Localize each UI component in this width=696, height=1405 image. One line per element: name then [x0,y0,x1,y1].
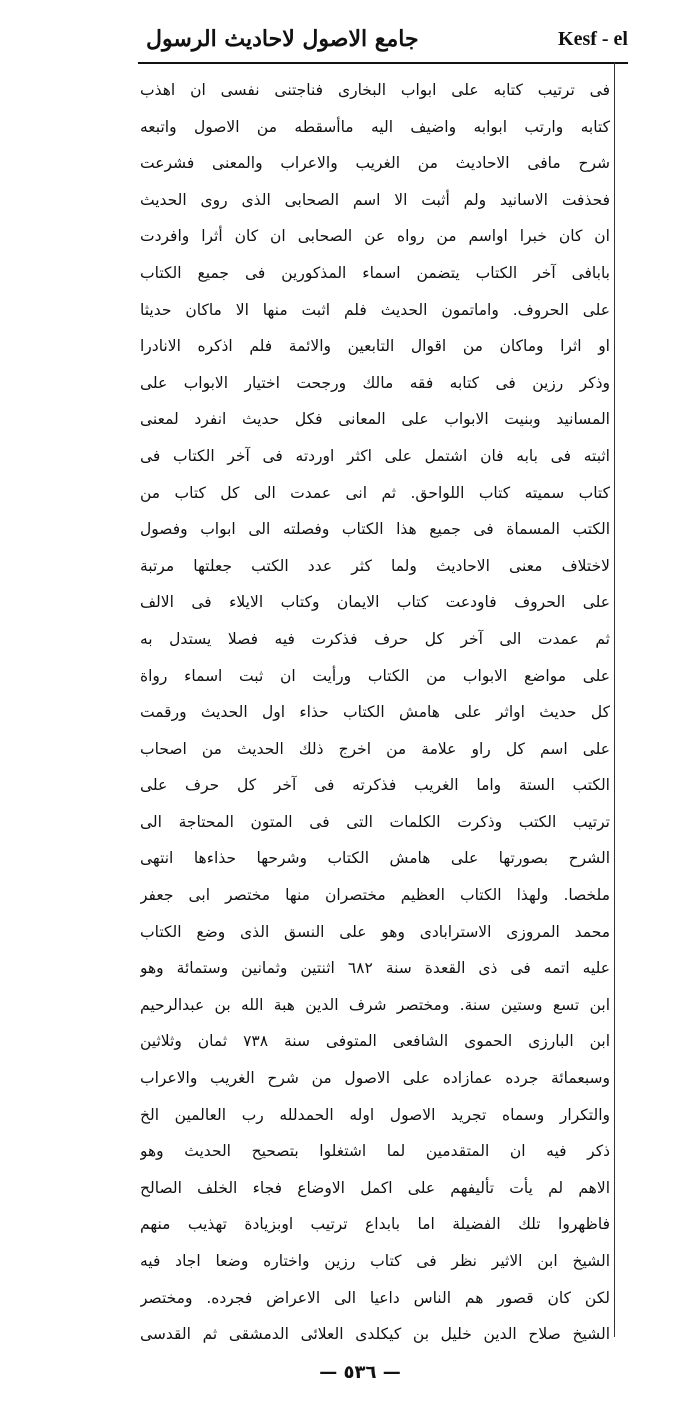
header-divider [138,62,628,64]
text-line: فاظهروا تلك الفضيلة اما بابداع ترتيب اوبزيادة تهذيب منهم [140,1215,610,1234]
text-line: على مواضع الابواب من الكتاب ورأيت ان ثبت اسماء رواة [140,666,610,685]
text-line: ملخصا. ولهذا الكتاب العظيم مختصران منها مختصر ابى جعفر [140,886,610,905]
text-line: على الحروف. واماتمون الحديث فلم اثبت منها الا ماكان حديثا [140,300,610,319]
text-line: كتابه وارتب ابوابه واضيف اليه ماأسقطه من الاصول واتبعه [140,117,610,136]
page-number: — ٥٣٦ — [319,1362,401,1383]
text-line: ذكر فيه ان المتقدمين لما اشتغلوا بتصحيح الحديث وهو [140,1142,610,1161]
text-line: بابافى آخر الكتاب يتضمن اسماء المذكورين فى جميع الكتاب [140,263,610,282]
text-line: كل حديث اواثر على هامش الكتاب حذاء اول الحديث ورقمت [140,703,610,722]
text-line: الكتب الستة واما الغريب فذكرته فى آخر كل حرف على [140,776,610,795]
text-line: عليه اتمه فى ذى القعدة سنة ٦٨٢ اثنتين وثمانين وستمائة وهو [140,959,610,978]
text-line: فحذفت الاسانيد ولم أثبت الا اسم الصحابى الذى روى الحديث [140,190,610,209]
text-line: شرح مافى الاحاديث من الغريب والاعراب والمعنى فشرعت [140,154,610,173]
text-line: والتكرار وسماه تجريد الاصول اوله الحمدلله رب العالمين الخ [140,1105,610,1124]
text-line: على اسم كل راو علامة من اخرج ذلك الحديث من اصحاب [140,739,610,758]
page-header [138,22,628,62]
text-line: الكتب المسماة فى جميع هذا الكتاب وفصلته الى ابواب وفصول [140,520,610,539]
text-line: الشرح بصورتها على هامش الكتاب وشرحها حذاءها انتهى [140,849,610,868]
text-line: الاهم لم يأت تأليفهم على اكمل الاوضاع فجاء الخلف الصالح [140,1178,610,1197]
margin-rule [614,62,615,1337]
running-label: Kesf - el [558,28,628,50]
text-line: ثم عمدت الى آخر كل حرف فذكرت فيه فصلا يستدل به [140,629,610,648]
text-line: المسانيد وبنيت الابواب على المعانى فكل حديث انفرد لمعنى [140,410,610,429]
text-line: ان كان خبرا اواسم من رواه عن الصحابى ان كان أثرا وافردت [140,227,610,246]
text-line: الشيخ ابن الاثير نظر فى كتاب رزين واختاره وضعا اجاد فيه [140,1252,610,1270]
body-text [140,72,610,1353]
text-line: فى ترتيب كتابه على ابواب البخارى فناجتنى نفسى ان اهذب [140,81,610,99]
text-line: على الحروف فاودعت كتاب الايمان وكتاب الايلاء فى الالف [140,593,610,612]
text-line: ابن البارزى الحموى الشافعى المتوفى سنة ٧٣٨ ثمان وثلاثين [140,1032,610,1051]
text-line: كتاب سميته كتاب اللواحق. ثم انى عمدت الى كل كتاب من [140,483,610,502]
text-line: او اثرا وماكان من اقوال التابعين والائمة فلم اذكره الانادرا [140,337,610,356]
text-line: ابن تسع وستين سنة. ومختصر شرف الدين هبة الله بن عبدالرحيم [140,995,610,1014]
text-line: ترتيب الكتب وذكرت الكلمات التى فى المتون المحتاجة الى [140,812,610,831]
running-title: جامع الاصول لاحاديث الرسول [146,26,419,52]
text-line: وذكر رزين فى كتابه فقه مالك ورجحت اختيار الابواب على [140,373,610,392]
text-line: لاختلاف معنى الاحاديث ولما كثر عدد الكتب جعلتها مرتبة [140,556,610,575]
text-line: اثبته فى بابه فان اشتمل على اكثر اوردته فى آخر الكتاب فى [140,446,610,465]
text-line: لكن كان قصور هم الناس داعيا الى الاعراض فجرده. ومختصر [140,1288,610,1307]
text-line: الشيخ صلاح الدين خليل بن كيكلدى العلائى الدمشقى ثم القدسى [140,1325,610,1344]
text-line: وسبعمائة جرده عمازاده على الاصول من شرح الغريب والاعراب [140,1069,610,1088]
text-line: محمد المروزى الاسترابادى وهو على النسق الذى وضع الكتاب [140,922,610,941]
